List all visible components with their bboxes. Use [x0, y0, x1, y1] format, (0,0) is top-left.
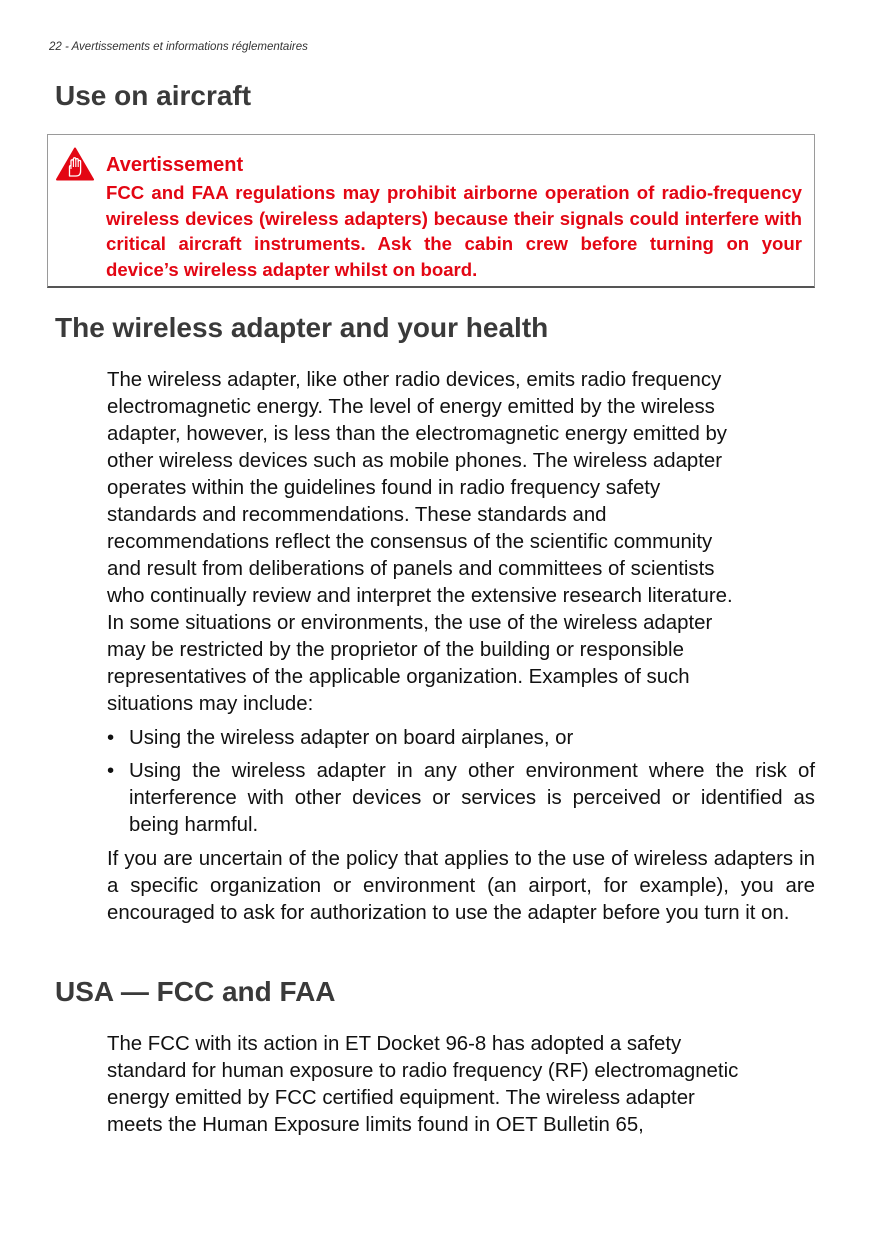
paragraph-line: representatives of the applicable organization. Examples of such: [107, 666, 690, 688]
section-title-usa-fcc-faa: USA — FCC and FAA: [55, 976, 336, 1007]
paragraph-line: In some situations or environments, the use of the wireless adapter: [107, 612, 713, 634]
closing-paragraph: If you are uncertain of the policy that applies to the use of wireless adapters in a specific organization or environment (an airport, for example), you are encouraged to ask for authorization to use the adapter before you turn it on.: [107, 848, 815, 924]
paragraph-line: electromagnetic energy. The level of energy emitted by the wireless: [107, 396, 715, 418]
paragraph-line: energy emitted by FCC certified equipment. The wireless adapter: [107, 1087, 695, 1109]
section-title-wireless-health: The wireless adapter and your health: [55, 312, 549, 343]
paragraph-line: The FCC with its action in ET Docket 96-8 has adopted a safety: [107, 1033, 682, 1055]
paragraph-line: recommendations reflect the consensus of the scientific community: [107, 531, 713, 553]
paragraph-line: operates within the guidelines found in radio frequency safety: [107, 477, 661, 499]
warning-title: Avertissement: [106, 154, 244, 176]
paragraph-line: who continually review and interpret the extensive research literature.: [107, 585, 733, 607]
bullet-marker: •: [107, 727, 115, 749]
paragraph-line: other wireless devices such as mobile phones. The wireless adapter: [107, 450, 723, 472]
list-item: [107, 758, 815, 839]
section-title-use-on-aircraft: Use on aircraft: [55, 80, 252, 111]
bullet-marker: •: [107, 760, 115, 782]
paragraph-line: situations may include:: [107, 693, 314, 715]
list-item: [107, 725, 815, 752]
paragraph-line: standard for human exposure to radio frequency (RF) electromagnetic: [107, 1060, 739, 1082]
warning-hand-icon: [56, 147, 94, 181]
paragraph-line: adapter, however, is less than the electromagnetic energy emitted by: [107, 423, 728, 445]
paragraph-line: may be restricted by the proprietor of the building or responsible: [107, 639, 684, 661]
usa-paragraph: [107, 1031, 815, 1139]
health-paragraph: [107, 367, 815, 718]
bullet-text: Using the wireless adapter on board airplanes, or: [129, 727, 574, 749]
paragraph-line: The wireless adapter, like other radio devices, emits radio frequency: [107, 369, 722, 391]
warning-box: [47, 134, 815, 288]
paragraph-line: standards and recommendations. These standards and: [107, 504, 607, 526]
bullet-text: Using the wireless adapter in any other environment where the risk of interference with other devices or services is perceived or identified as being harmful.: [129, 760, 815, 836]
warning-text: FCC and FAA regulations may prohibit airborne operation of radio-frequency wireless devices (wireless adapters) because their signals could interfere with critical aircraft instruments. Ask the cabin crew before turning on your device’s wireless adapter whilst on board.: [106, 182, 802, 280]
paragraph-line: meets the Human Exposure limits found in OET Bulletin 65,: [107, 1114, 644, 1136]
running-head: 22 - Avertissements et informations réglementaires: [49, 41, 308, 53]
paragraph-line: and result from deliberations of panels and committees of scientists: [107, 558, 715, 580]
